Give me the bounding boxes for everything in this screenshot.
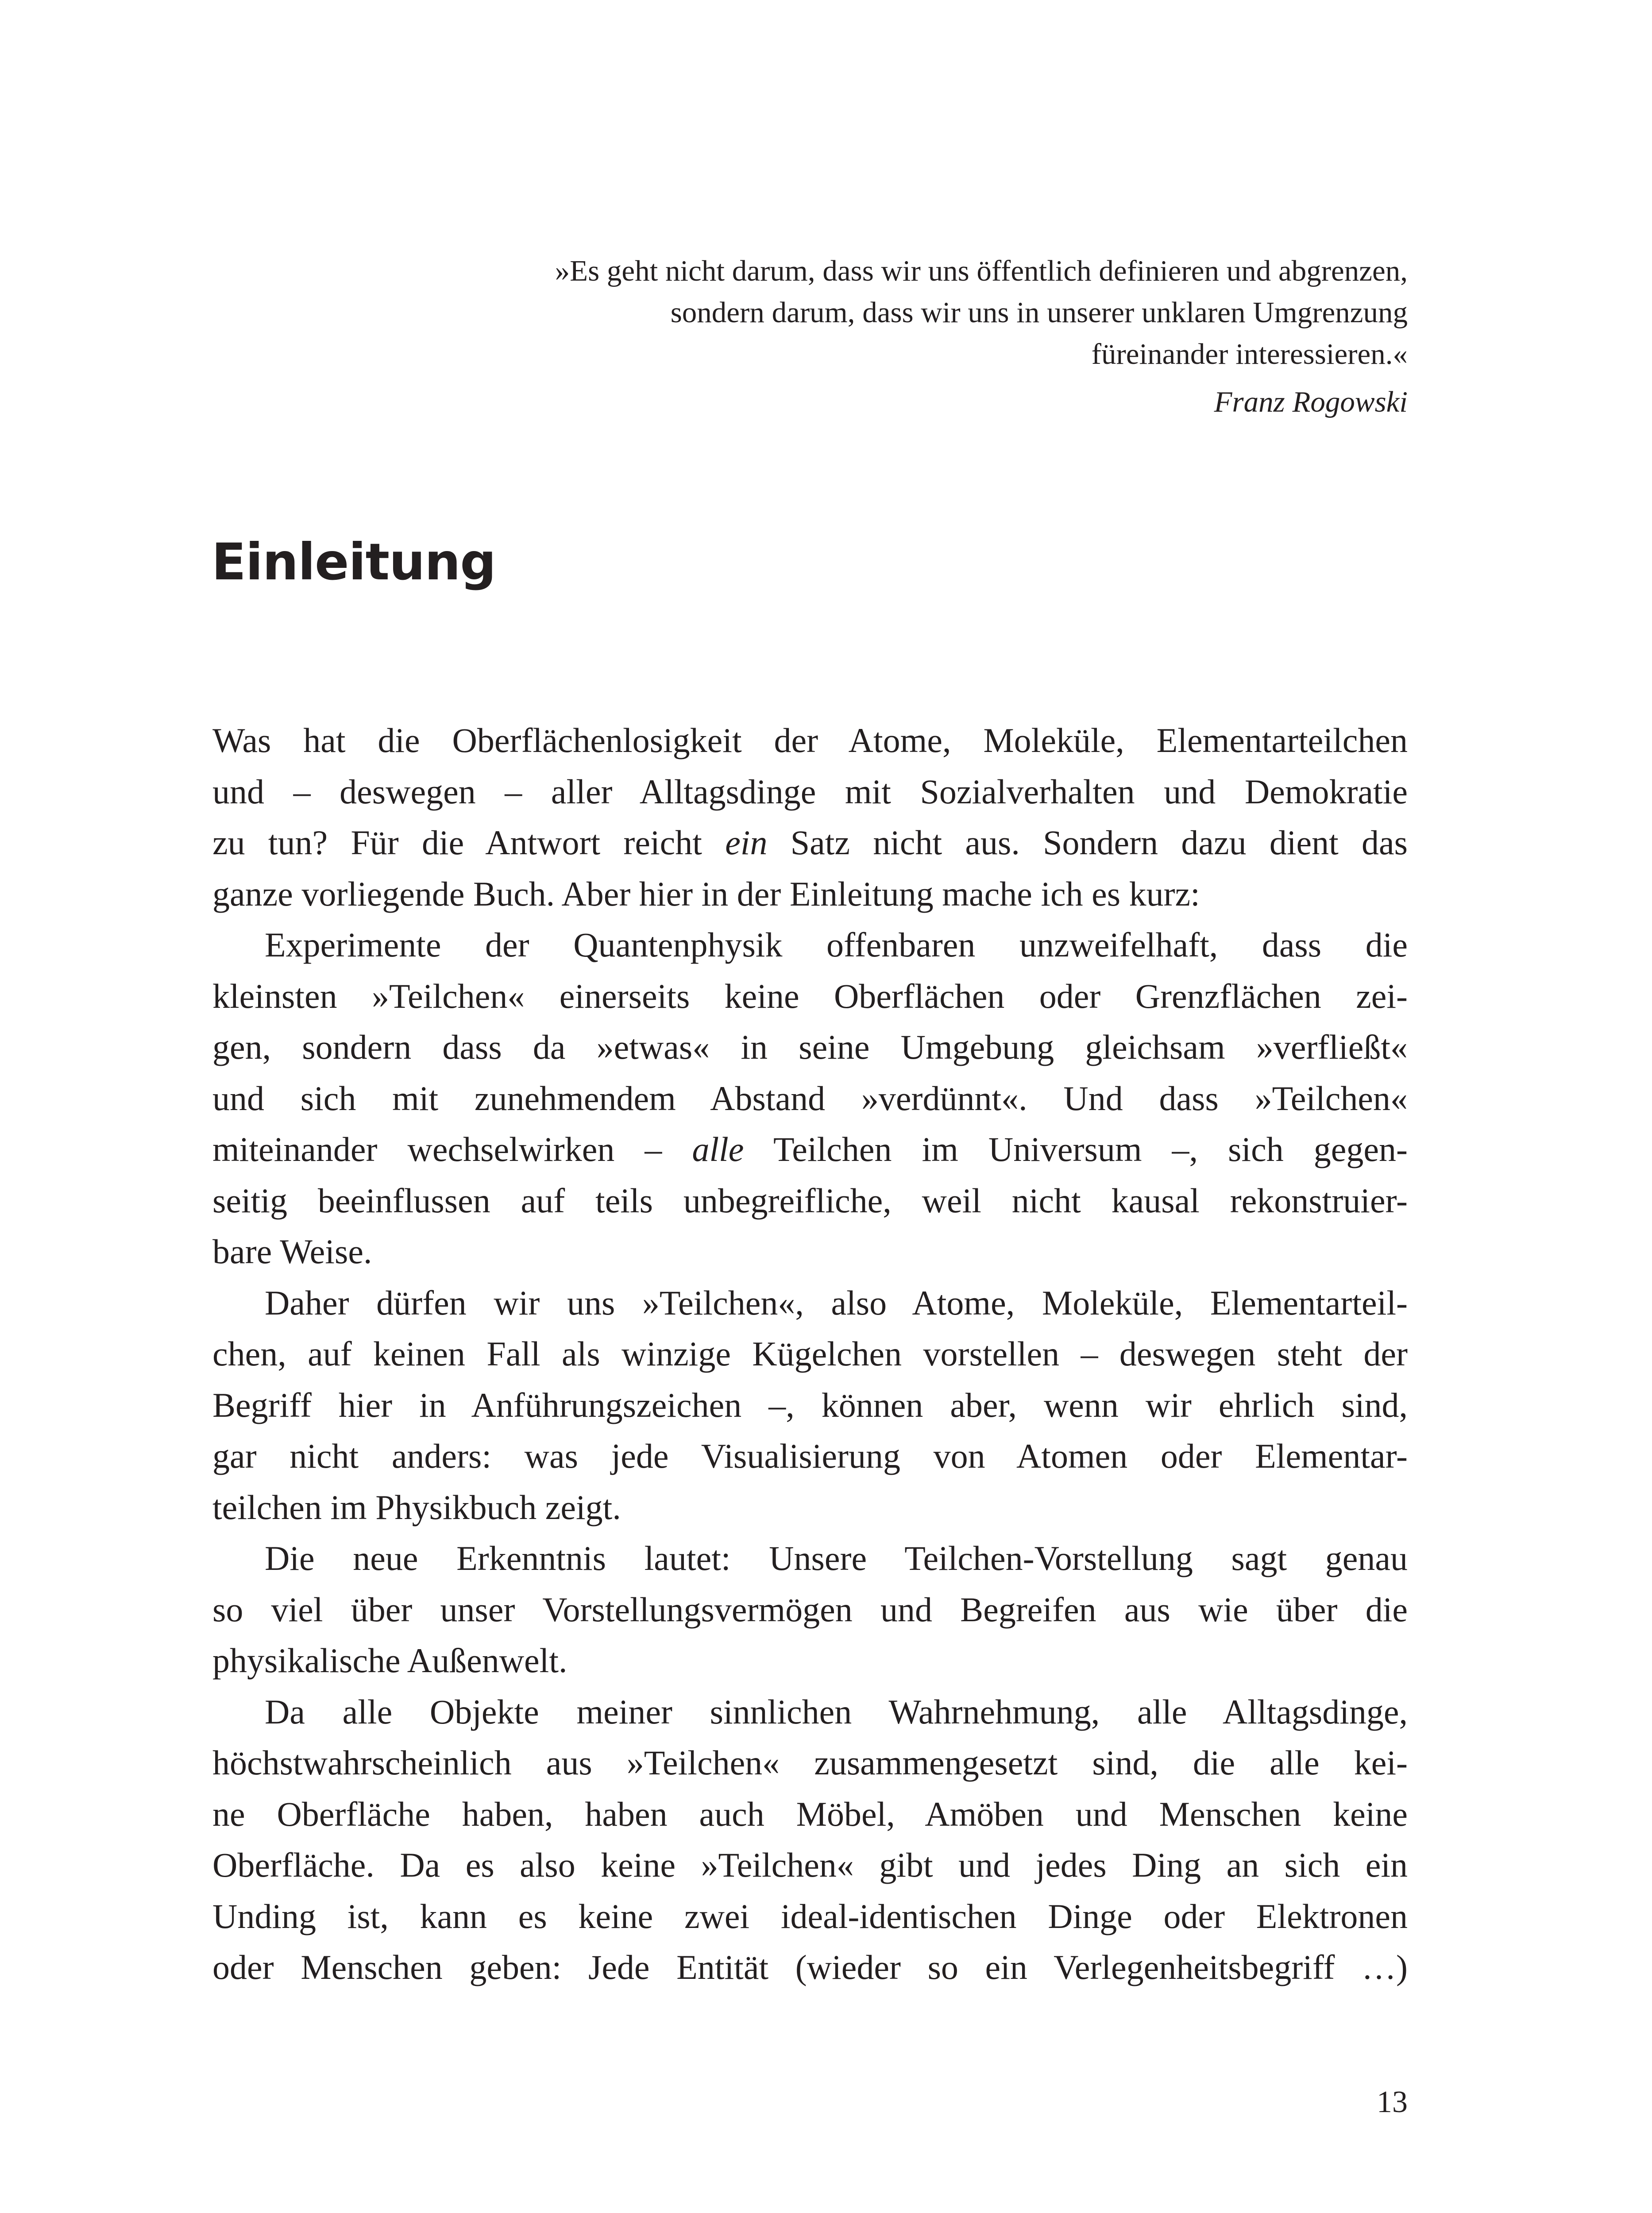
text-line: physikalische Außenwelt.: [212, 1641, 567, 1680]
text-line: höchstwahrscheinlich aus »Teilchen« zusammengesetzt sind, die alle kei-: [212, 1743, 1408, 1782]
text-line: [212, 1124, 1408, 1175]
epigraph-line: füreinander interessieren.«: [1091, 338, 1408, 370]
text-line: Unding ist, kann es keine zwei ideal-identischen Dinge oder Elektronen: [212, 1897, 1408, 1935]
text-line: bare Weise.: [212, 1232, 372, 1271]
epigraph-author: Franz Rogowski: [1214, 386, 1408, 418]
paragraph: [212, 919, 1408, 1277]
text-line: so viel über unser Vorstellungsvermögen und Begreifen aus wie über die: [212, 1590, 1408, 1629]
text-line: [212, 817, 1408, 868]
text-line: gar nicht anders: was jede Visualisierung von Atomen oder Elementar-: [212, 1437, 1408, 1475]
text-span: zu tun? Für die Antwort reicht: [212, 823, 726, 862]
paragraph: [212, 1533, 1408, 1686]
text-line: Experimente der Quantenphysik offenbaren unzweifelhaft, dass die: [265, 925, 1408, 964]
chapter-title: Einleitung: [212, 532, 496, 591]
epigraph-line: »Es geht nicht darum, dass wir uns öffentlich definieren und abgrenzen,: [555, 254, 1408, 287]
text-line: oder Menschen geben: Jede Entität (wieder so ein Verlegenheitsbegriff …): [212, 1948, 1408, 1986]
text-line: ganze vorliegende Buch. Aber hier in der Einleitung mache ich es kurz:: [212, 874, 1200, 913]
paragraph: [212, 715, 1408, 919]
paragraph: [212, 1277, 1408, 1533]
emphasis: ein: [725, 823, 768, 862]
text-line: und – deswegen – aller Alltagsdinge mit Sozialverhalten und Demokratie: [212, 772, 1408, 811]
paragraph: [212, 1686, 1408, 1993]
text-line: Da alle Objekte meiner sinnlichen Wahrnehmung, alle Alltagsdinge,: [265, 1692, 1408, 1731]
text-span: Satz nicht aus. Sondern dazu dient das: [767, 823, 1408, 862]
text-line: gen, sondern dass da »etwas« in seine Umgebung gleichsam »verfließt«: [212, 1028, 1408, 1066]
text-line: Begriff hier in Anführungszeichen –, können aber, wenn wir ehrlich sind,: [212, 1385, 1408, 1424]
text-line: Oberfläche. Da es also keine »Teilchen« gibt und jedes Ding an sich ein: [212, 1846, 1408, 1884]
epigraph-line: sondern darum, dass wir uns in unserer unklaren Umgrenzung: [670, 296, 1408, 329]
text-line: teilchen im Physikbuch zeigt.: [212, 1488, 621, 1527]
emphasis: alle: [692, 1130, 744, 1168]
text-line: Daher dürfen wir uns »Teilchen«, also Atome, Moleküle, Elementarteil-: [265, 1283, 1408, 1322]
text-line: chen, auf keinen Fall als winzige Kügelchen vorstellen – deswegen steht der: [212, 1334, 1408, 1373]
text-line: Was hat die Oberflächenlosigkeit der Atome, Moleküle, Elementarteilchen: [212, 721, 1408, 760]
text-line: und sich mit zunehmendem Abstand »verdünnt«. Und dass »Teilchen«: [212, 1079, 1408, 1118]
page-number: 13: [1377, 2085, 1408, 2119]
text-line: Die neue Erkenntnis lautet: Unsere Teilchen-Vorstellung sagt genau: [265, 1539, 1408, 1577]
text-line: seitig beeinflussen auf teils unbegreifliche, weil nicht kausal rekonstruier-: [212, 1181, 1408, 1220]
text-span: miteinander wechselwirken –: [212, 1130, 692, 1168]
text-line: ne Oberfläche haben, haben auch Möbel, Amöben und Menschen keine: [212, 1794, 1408, 1833]
epigraph: [212, 250, 1408, 423]
text-line: kleinsten »Teilchen« einerseits keine Oberflächen oder Grenzflächen zei-: [212, 976, 1408, 1015]
text-span: Teilchen im Universum –, sich gegen-: [744, 1130, 1408, 1168]
body-text: [212, 715, 1408, 1993]
